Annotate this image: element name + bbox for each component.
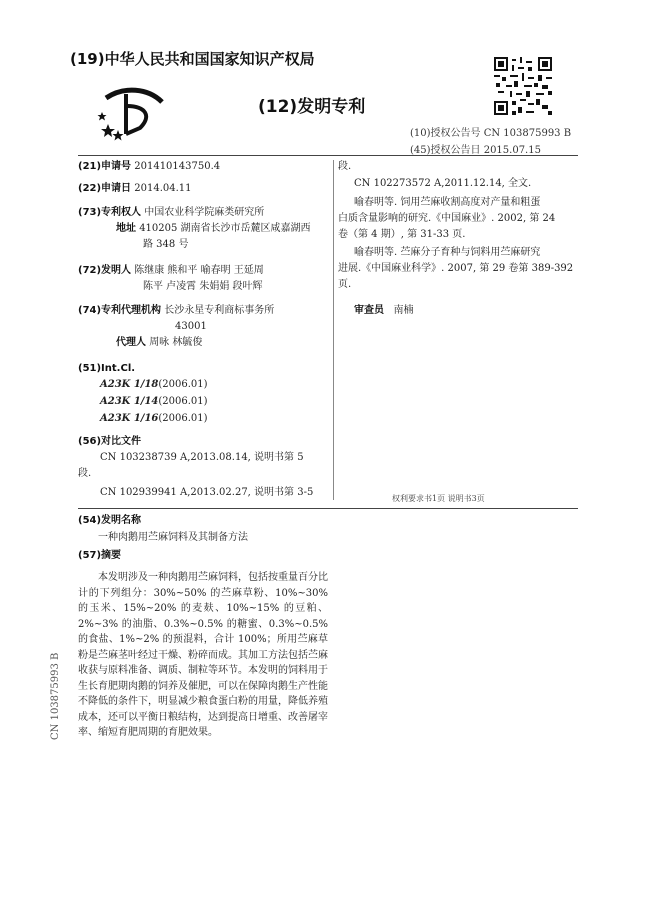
cited-reference: 喻春明等. 饲用苎麻收割高度对产量和粗蛋 bbox=[354, 197, 541, 208]
patent-agency: (74)专利代理机构 长沙永星专利商标事务所 bbox=[78, 305, 275, 316]
address-line-2: 路 348 号 bbox=[143, 239, 189, 250]
column-divider bbox=[333, 160, 334, 500]
page-count: 权利要求书1页 说明书3页 bbox=[392, 494, 485, 503]
invention-title-label: (54)发明名称 bbox=[78, 515, 142, 526]
address: 地址 410205 湖南省长沙市岳麓区咸嘉湖西 bbox=[116, 223, 311, 234]
patent-agency-code: 43001 bbox=[175, 321, 207, 332]
document-type-title: (12)发明专利 bbox=[258, 97, 366, 117]
invention-title: 一种肉鹅用苎麻饲料及其制备方法 bbox=[98, 532, 248, 543]
abstract-text: 本发明涉及一种肉鹅用苎麻饲料，包括按重量百分比计的下列组分：30%~50% 的苎麻草粉、10%~30% 的玉米、15%~20% 的麦麸、10%~15% 的豆粕、2%~3% 的油脂、0.3%~0.5% 的糖蜜、0.3%~0.5% 的食盐、1%~2% 的预混料，合计 100%；所用苎麻草粉是苎麻茎叶经过干燥、粉碎而成。其加工方法包括苎麻收获与原料准备、调质、制粒等环节。本发明的饲料用于生长育肥期肉鹅的饲养及催肥，可以在保障肉鹅生产性能不降低的条件下，明显减少粮食蛋白粉的用量，降低养殖成本，还可以平衡日粮结构，达到提高日增重、改善屠宰率、缩短育肥周期的育肥效果。 bbox=[78, 572, 328, 738]
publication-number: (10)授权公告号 CN 103875993 B bbox=[410, 128, 572, 139]
qr-code-icon bbox=[494, 57, 552, 115]
agency-header: (19)中华人民共和国国家知识产权局 bbox=[70, 50, 315, 68]
ipc-entry: A23K 1/18(2006.01) bbox=[100, 379, 208, 390]
section-rule bbox=[78, 508, 578, 509]
cited-document: CN 102273572 A,2011.12.14, 全文. bbox=[354, 178, 532, 189]
cited-document-cont: 段. bbox=[78, 468, 92, 479]
abstract-label: (57)摘要 bbox=[78, 550, 122, 561]
cnipa-logo-icon bbox=[96, 84, 168, 146]
publication-date: (45)授权公告日 2015.07.15 bbox=[410, 145, 541, 156]
cited-document: CN 103238739 A,2013.08.14, 说明书第 5 bbox=[100, 452, 304, 463]
header-rule bbox=[78, 155, 578, 156]
inventors-line-2: 陈平 卢凌霄 朱娟娟 段叶辉 bbox=[143, 281, 263, 292]
ipc-entry: A23K 1/14(2006.01) bbox=[100, 396, 208, 407]
cited-reference-cont: 卷（第 4 期）, 第 31-33 页. bbox=[338, 229, 466, 240]
cited-document-cont: 段. bbox=[338, 161, 352, 172]
cited-reference-cont: 进展.《中国麻业科学》. 2007, 第 29 卷第 389-392 bbox=[338, 263, 574, 274]
assignee: (73)专利权人 中国农业科学院麻类研究所 bbox=[78, 207, 265, 218]
inventors: (72)发明人 陈继康 熊和平 喻春明 王延周 bbox=[78, 265, 264, 276]
intcl-label: (51)Int.Cl. bbox=[78, 363, 136, 374]
cited-reference-cont: 页. bbox=[338, 279, 352, 290]
side-publication-number: CN 103875993 B bbox=[50, 652, 61, 740]
ipc-entry: A23K 1/16(2006.01) bbox=[100, 413, 208, 424]
patent-agent: 代理人 周咏 林毓俊 bbox=[116, 337, 203, 348]
examiner: 审查员 南楠 bbox=[354, 305, 414, 316]
cited-reference-cont: 白质含量影响的研究.《中国麻业》. 2002, 第 24 bbox=[338, 213, 556, 224]
cited-document: CN 102939941 A,2013.02.27, 说明书第 3-5 bbox=[100, 487, 314, 498]
application-number: (21)申请号 201410143750.4 bbox=[78, 161, 221, 172]
cited-reference: 喻春明等. 苎麻分子育种与饲料用苎麻研究 bbox=[354, 247, 541, 258]
cited-documents-label: (56)对比文件 bbox=[78, 436, 142, 447]
application-date: (22)申请日 2014.04.11 bbox=[78, 183, 192, 194]
